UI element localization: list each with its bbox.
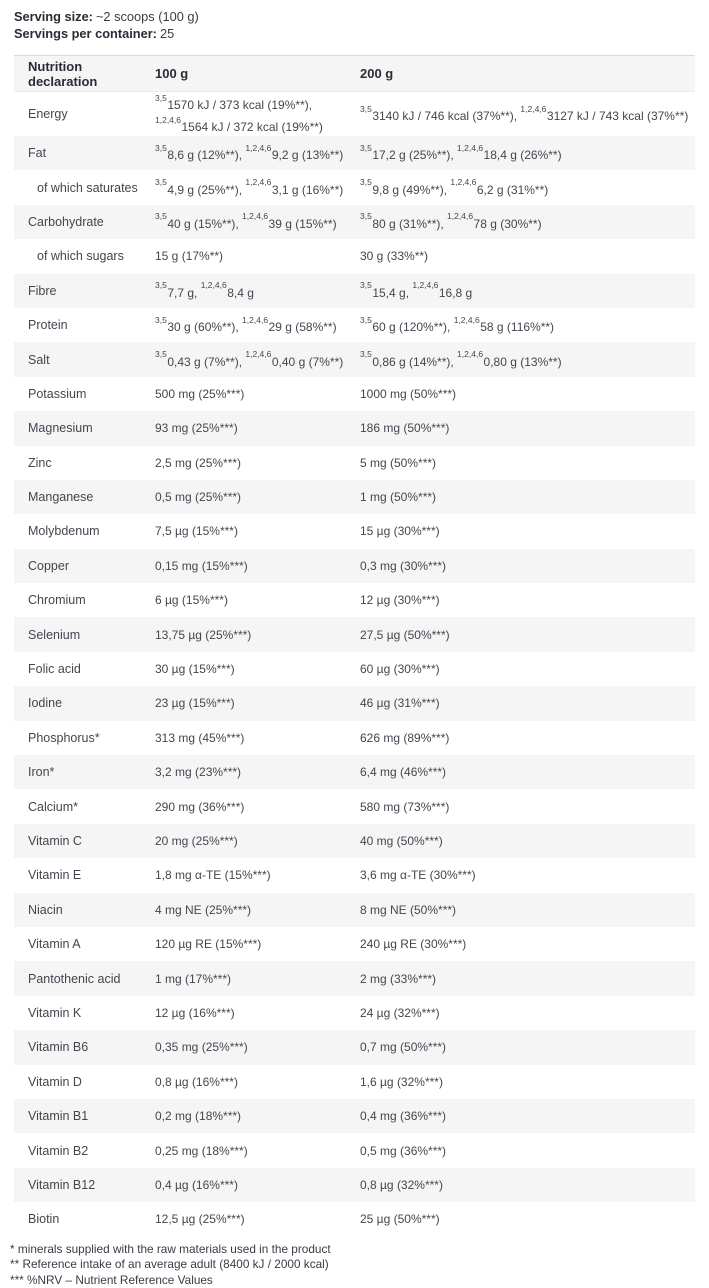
table-row (14, 170, 695, 204)
value-200g: 0,8 µg (32%***) (360, 1176, 695, 1194)
nutrient-label: Iodine (14, 696, 155, 710)
table-row (14, 92, 695, 136)
table-row (14, 377, 695, 411)
value-200g: 1 mg (50%***) (360, 488, 695, 506)
nutrient-label: Vitamin D (14, 1075, 155, 1089)
footnote-reference-superscript: 1,2,4,6 (457, 143, 483, 153)
table-row (14, 961, 695, 995)
column-header-nutrition-declaration: Nutrition declaration (14, 59, 155, 89)
footnote-reference-superscript: 3,5 (360, 177, 372, 187)
nutrient-label: Phosphorus* (14, 731, 155, 745)
footnote-reference-superscript: 3,5 (360, 349, 372, 359)
value-100g: 20 mg (25%***) (155, 832, 360, 850)
table-row (14, 308, 695, 342)
footnote-reference-superscript: 1,2,4,6 (454, 315, 480, 325)
footnote-reference-superscript: 3,5 (360, 280, 372, 290)
value-200g: 0,7 mg (50%***) (360, 1038, 695, 1056)
column-header-200g: 200 g (360, 66, 695, 81)
nutrient-label: Vitamin B12 (14, 1178, 155, 1192)
nutrient-label: Energy (14, 107, 155, 121)
value-200g: 186 mg (50%***) (360, 419, 695, 437)
value-100g: 0,25 mg (18%***) (155, 1142, 360, 1160)
table-row (14, 1133, 695, 1167)
footnote-reference-superscript: 1,2,4,6 (245, 143, 271, 153)
value-100g: 1 mg (17%***) (155, 970, 360, 988)
value-200g: 240 µg RE (30%***) (360, 935, 695, 953)
footnote-reference-superscript: 1,2,4,6 (457, 349, 483, 359)
nutrient-label: Vitamin E (14, 868, 155, 882)
value-100g: 0,15 mg (15%***) (155, 557, 360, 575)
value-100g: 290 mg (36%***) (155, 798, 360, 816)
value-100g: 7,5 µg (15%***) (155, 522, 360, 540)
nutrient-label: of which saturates (14, 181, 155, 195)
value-200g: 1000 mg (50%***) (360, 385, 695, 403)
value-200g: 0,4 mg (36%***) (360, 1107, 695, 1125)
value-200g: $^{3,5}$80 g (31%**), $^{1,2,4,6}$78 g (30%**) (360, 211, 695, 233)
serving-info (0, 0, 709, 42)
value-100g: 12 µg (16%***) (155, 1004, 360, 1022)
value-100g: 0,5 mg (25%***) (155, 488, 360, 506)
value-100g: 13,75 µg (25%***) (155, 626, 360, 644)
nutrient-label: Niacin (14, 903, 155, 917)
table-row (14, 1202, 695, 1236)
value-100g: $^{3,5}$8,6 g (12%**), $^{1,2,4,6}$9,2 g (13%**) (155, 142, 360, 164)
value-200g: 6,4 mg (46%***) (360, 763, 695, 781)
value-100g: $^{3,5}$7,7 g, $^{1,2,4,6}$8,4 g (155, 280, 360, 302)
value-100g: $^{3,5}$4,9 g (25%**), $^{1,2,4,6}$3,1 g (16%**) (155, 177, 360, 199)
table-row (14, 755, 695, 789)
footnote-reference-superscript: 3,5 (360, 315, 372, 325)
value-100g: $^{3,5}$40 g (15%**), $^{1,2,4,6}$39 g (15%**) (155, 211, 360, 233)
table-row (14, 136, 695, 170)
table-row (14, 789, 695, 823)
table-row (14, 583, 695, 617)
footnote-reference-superscript: 3,5 (155, 349, 167, 359)
value-200g: 3,6 mg α-TE (30%***) (360, 866, 695, 884)
footnote-reference-superscript: 3,5 (155, 93, 167, 103)
table-row (14, 1099, 695, 1133)
nutrient-label: Folic acid (14, 662, 155, 676)
value-200g: 626 mg (89%***) (360, 729, 695, 747)
table-body (14, 92, 695, 1237)
footnote-reference-superscript: 3,5 (155, 177, 167, 187)
value-100g: 0,8 µg (16%***) (155, 1073, 360, 1091)
nutrient-label: of which sugars (14, 249, 155, 263)
value-200g: 15 µg (30%***) (360, 522, 695, 540)
table-row (14, 927, 695, 961)
table-row (14, 239, 695, 273)
footnote-reference-superscript: 1,2,4,6 (447, 211, 473, 221)
table-row (14, 652, 695, 686)
value-100g: 313 mg (45%***) (155, 729, 360, 747)
value-100g: 3,2 mg (23%***) (155, 763, 360, 781)
table-row (14, 1065, 695, 1099)
serving-size-value: ~2 scoops (100 g) (96, 9, 199, 24)
value-200g: 5 mg (50%***) (360, 454, 695, 472)
footnote-reference-superscript: 1,2,4,6 (520, 104, 546, 114)
nutrient-label: Vitamin K (14, 1006, 155, 1020)
footnote-reference-intake: ** Reference intake of an average adult (8400 kJ / 2000 kcal) (10, 1257, 695, 1273)
serving-size-label: Serving size: (14, 9, 93, 24)
table-row (14, 514, 695, 548)
value-200g: 0,3 mg (30%***) (360, 557, 695, 575)
table-row (14, 893, 695, 927)
footnote-reference-superscript: 3,5 (155, 143, 167, 153)
nutrient-label: Vitamin B1 (14, 1109, 155, 1123)
nutrient-label: Manganese (14, 490, 155, 504)
value-100g: 500 mg (25%***) (155, 385, 360, 403)
nutrient-label: Fibre (14, 284, 155, 298)
table-row (14, 824, 695, 858)
nutrient-label: Chromium (14, 593, 155, 607)
value-100g: 15 g (17%**) (155, 247, 360, 265)
nutrient-label: Magnesium (14, 421, 155, 435)
footnote-reference-superscript: 1,2,4,6 (201, 280, 227, 290)
nutrient-label: Salt (14, 353, 155, 367)
value-200g: 40 mg (50%***) (360, 832, 695, 850)
nutrient-label: Vitamin A (14, 937, 155, 951)
nutrient-label: Protein (14, 318, 155, 332)
value-200g: $^{3,5}$60 g (120%**), $^{1,2,4,6}$58 g (116%**) (360, 314, 695, 336)
value-200g: 27,5 µg (50%***) (360, 626, 695, 644)
value-100g: 93 mg (25%***) (155, 419, 360, 437)
value-100g: 120 µg RE (15%***) (155, 935, 360, 953)
footnote-reference-superscript: 3,5 (155, 211, 167, 221)
nutrient-label: Calcium* (14, 800, 155, 814)
nutrient-label: Vitamin C (14, 834, 155, 848)
value-100g: 0,2 mg (18%***) (155, 1107, 360, 1125)
nutrient-label: Carbohydrate (14, 215, 155, 229)
footnote-nrv: *** %NRV – Nutrient Reference Values (10, 1273, 695, 1288)
value-200g: $^{3,5}$15,4 g, $^{1,2,4,6}$16,8 g (360, 280, 695, 302)
value-200g: $^{3,5}$3140 kJ / 746 kcal (37%**), $^{1,2,4,6}$3127 kJ / 743 kcal (37%**) (360, 103, 695, 125)
nutrient-label: Selenium (14, 628, 155, 642)
value-200g: $^{3,5}$0,86 g (14%**), $^{1,2,4,6}$0,80 g (13%**) (360, 349, 695, 371)
nutrient-label: Copper (14, 559, 155, 573)
nutrient-label: Vitamin B6 (14, 1040, 155, 1054)
table-row (14, 721, 695, 755)
table-row (14, 480, 695, 514)
value-100g: 2,5 mg (25%***) (155, 454, 360, 472)
table-row (14, 205, 695, 239)
nutrient-label: Potassium (14, 387, 155, 401)
footnote-reference-superscript: 1,2,4,6 (242, 211, 268, 221)
footnote-reference-superscript: 1,2,4,6 (412, 280, 438, 290)
table-header-row (14, 56, 695, 92)
value-200g: 60 µg (30%***) (360, 660, 695, 678)
table-row (14, 411, 695, 445)
footnotes (10, 1242, 695, 1288)
nutrient-label: Pantothenic acid (14, 972, 155, 986)
servings-per-container-line (14, 26, 695, 43)
nutrient-label: Molybdenum (14, 524, 155, 538)
table-row (14, 686, 695, 720)
value-200g: 25 µg (50%***) (360, 1210, 695, 1228)
table-row (14, 446, 695, 480)
value-100g: 12,5 µg (25%***) (155, 1210, 360, 1228)
footnote-reference-superscript: 1,2,4,6 (245, 349, 271, 359)
value-200g: 12 µg (30%***) (360, 591, 695, 609)
nutrient-label: Fat (14, 146, 155, 160)
table-row (14, 1168, 695, 1202)
column-header-100g: 100 g (155, 66, 360, 81)
nutrient-label: Iron* (14, 765, 155, 779)
serving-size-line (14, 9, 695, 26)
nutrient-label: Zinc (14, 456, 155, 470)
value-100g: 6 µg (15%***) (155, 591, 360, 609)
value-200g: 2 mg (33%***) (360, 970, 695, 988)
value-100g: 4 mg NE (25%***) (155, 901, 360, 919)
table-row (14, 342, 695, 376)
value-200g: 580 mg (73%***) (360, 798, 695, 816)
value-200g: $^{3,5}$17,2 g (25%**), $^{1,2,4,6}$18,4 g (26%**) (360, 142, 695, 164)
footnote-reference-superscript: 1,2,4,6 (245, 177, 271, 187)
footnote-minerals: * minerals supplied with the raw materials used in the product (10, 1242, 695, 1258)
footnote-reference-superscript: 1,2,4,6 (155, 115, 181, 125)
value-200g: 46 µg (31%***) (360, 694, 695, 712)
value-200g: 30 g (33%**) (360, 247, 695, 265)
nutrition-table (14, 55, 695, 1237)
value-100g: $^{3,5}$30 g (60%**), $^{1,2,4,6}$29 g (58%**) (155, 314, 360, 336)
table-row (14, 274, 695, 308)
footnote-reference-superscript: 3,5 (360, 104, 372, 114)
value-100g: $^{3,5}$1570 kJ / 373 kcal (19%**), $^{1,2,4,6}$1564 kJ / 372 kcal (19%**) (155, 92, 360, 136)
table-row (14, 549, 695, 583)
value-200g: $^{3,5}$9,8 g (49%**), $^{1,2,4,6}$6,2 g (31%**) (360, 177, 695, 199)
footnote-reference-superscript: 3,5 (155, 280, 167, 290)
servings-per-container-value: 25 (160, 26, 174, 41)
value-100g: 30 µg (15%***) (155, 660, 360, 678)
value-200g: 8 mg NE (50%***) (360, 901, 695, 919)
value-100g: 0,35 mg (25%***) (155, 1038, 360, 1056)
nutrient-label: Vitamin B2 (14, 1144, 155, 1158)
table-row (14, 617, 695, 651)
servings-per-container-label: Servings per container: (14, 26, 157, 41)
value-100g: 0,4 µg (16%***) (155, 1176, 360, 1194)
value-100g: 23 µg (15%***) (155, 694, 360, 712)
value-200g: 1,6 µg (32%***) (360, 1073, 695, 1091)
footnote-reference-superscript: 3,5 (360, 211, 372, 221)
footnote-reference-superscript: 3,5 (155, 315, 167, 325)
nutrient-label: Biotin (14, 1212, 155, 1226)
value-100g: $^{3,5}$0,43 g (7%**), $^{1,2,4,6}$0,40 g (7%**) (155, 349, 360, 371)
footnote-reference-superscript: 3,5 (360, 143, 372, 153)
value-100g: 1,8 mg α-TE (15%***) (155, 866, 360, 884)
table-row (14, 858, 695, 892)
footnote-reference-superscript: 1,2,4,6 (450, 177, 476, 187)
table-row (14, 996, 695, 1030)
footnote-reference-superscript: 1,2,4,6 (242, 315, 268, 325)
table-row (14, 1030, 695, 1064)
value-200g: 0,5 mg (36%***) (360, 1142, 695, 1160)
value-200g: 24 µg (32%***) (360, 1004, 695, 1022)
